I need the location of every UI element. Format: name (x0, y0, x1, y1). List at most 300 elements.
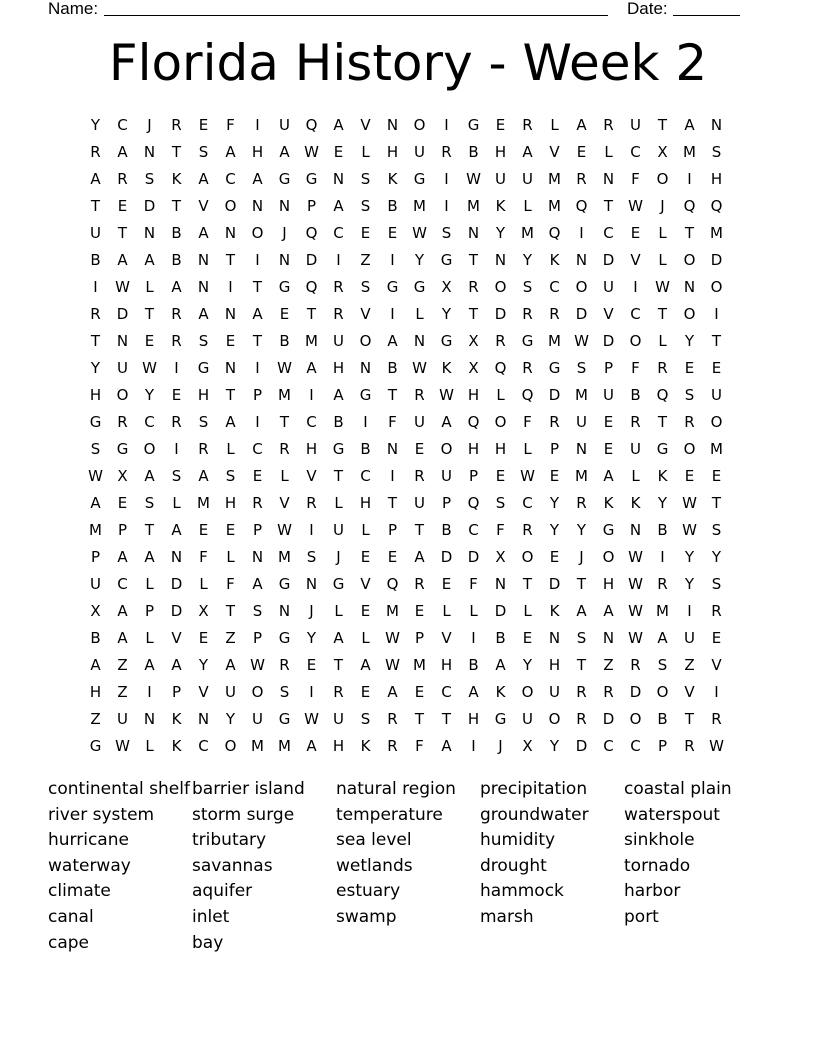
grid-letter: S (90, 439, 101, 458)
grid-letter: T (171, 196, 182, 215)
grid-letter: R (333, 682, 344, 701)
grid-letter: V (360, 115, 371, 134)
grid-letter: F (226, 574, 235, 593)
grid-letter: M (521, 223, 534, 242)
grid-letter: T (90, 331, 101, 350)
grid-letter: R (711, 601, 722, 620)
grid-letter: F (226, 115, 235, 134)
grid-letter: N (251, 196, 264, 215)
word-list-item: swamp (336, 906, 397, 927)
word-list-item: coastal plain (624, 779, 732, 799)
grid-letter: Z (684, 655, 695, 674)
grid-letter: C (144, 412, 155, 431)
grid-letter: C (252, 439, 263, 458)
grid-letter: R (522, 520, 533, 539)
grid-letter: I (390, 304, 395, 323)
grid-letter: A (684, 115, 695, 134)
grid-letter: T (279, 412, 290, 431)
grid-letter: N (413, 331, 426, 350)
grid-letter: G (656, 439, 669, 458)
grid-row (82, 624, 730, 651)
grid-letter: H (467, 709, 480, 728)
grid-letter: R (90, 304, 101, 323)
grid-letter: C (630, 142, 641, 161)
grid-letter: E (603, 439, 614, 458)
grid-letter: U (252, 709, 263, 728)
grid-letter: Q (467, 493, 480, 512)
grid-letter: R (522, 358, 533, 377)
grid-letter: P (387, 520, 398, 539)
grid-letter: S (576, 628, 587, 647)
grid-letter: B (387, 358, 398, 377)
grid-letter: R (279, 655, 290, 674)
grid-letter: G (413, 277, 426, 296)
grid-letter: P (549, 439, 560, 458)
grid-letter: N (143, 223, 156, 242)
grid-letter: V (360, 304, 371, 323)
grid-letter: M (413, 196, 426, 215)
grid-letter: F (415, 736, 424, 755)
grid-letter: P (171, 682, 182, 701)
grid-letter: L (361, 520, 370, 539)
grid-letter: X (522, 736, 533, 755)
date-field[interactable] (673, 15, 740, 16)
grid-letter: M (386, 601, 399, 620)
date-label: Date: (627, 0, 668, 18)
grid-letter: C (468, 520, 479, 539)
grid-letter: A (117, 601, 128, 620)
grid-letter: W (142, 358, 157, 377)
grid-letter: D (602, 709, 615, 728)
grid-letter: B (657, 709, 668, 728)
grid-letter: T (144, 520, 155, 539)
letter-grid (82, 111, 730, 759)
grid-letter: T (468, 304, 479, 323)
grid-letter: A (225, 142, 236, 161)
grid-letter: L (145, 628, 154, 647)
grid-letter: Y (414, 250, 425, 269)
grid-letter: I (255, 358, 260, 377)
grid-letter: I (714, 304, 719, 323)
grid-letter: G (89, 412, 102, 431)
grid-letter: P (414, 628, 425, 647)
grid-letter: R (333, 277, 344, 296)
grid-letter: J (282, 223, 287, 242)
grid-letter: D (440, 547, 453, 566)
grid-row (82, 435, 730, 462)
grid-letter: O (548, 709, 561, 728)
grid-letter: J (660, 196, 665, 215)
grid-letter: N (143, 142, 156, 161)
grid-letter: L (550, 115, 559, 134)
grid-letter: E (117, 196, 128, 215)
grid-letter: A (306, 736, 317, 755)
grid-letter: D (143, 196, 156, 215)
grid-letter: A (333, 385, 344, 404)
grid-letter: W (628, 196, 643, 215)
grid-letter: L (523, 601, 532, 620)
grid-letter: M (89, 520, 102, 539)
grid-letter: G (494, 709, 507, 728)
grid-letter: I (363, 412, 368, 431)
grid-letter: U (333, 331, 344, 350)
grid-letter: Q (683, 196, 696, 215)
word-list-item: savannas (192, 855, 273, 876)
grid-letter: V (360, 574, 371, 593)
grid-letter: E (630, 223, 641, 242)
grid-letter: S (360, 709, 371, 728)
grid-letter: A (657, 628, 668, 647)
grid-letter: L (145, 736, 154, 755)
grid-letter: L (361, 142, 370, 161)
grid-letter: X (441, 277, 452, 296)
grid-letter: A (198, 304, 209, 323)
grid-letter: A (171, 277, 182, 296)
grid-letter: L (226, 547, 235, 566)
grid-row (82, 516, 730, 543)
grid-letter: F (631, 358, 640, 377)
grid-letter: A (576, 115, 587, 134)
grid-letter: O (656, 169, 669, 188)
grid-letter: N (116, 331, 129, 350)
grid-letter: P (603, 358, 614, 377)
grid-letter: A (387, 331, 398, 350)
grid-letter: K (657, 466, 668, 485)
grid-letter: A (279, 142, 290, 161)
grid-letter: G (359, 385, 372, 404)
grid-letter: R (630, 655, 641, 674)
word-list-item: port (624, 906, 659, 927)
grid-letter: B (495, 628, 506, 647)
grid-letter: L (334, 493, 343, 512)
grid-letter: C (603, 736, 614, 755)
grid-letter: E (603, 412, 614, 431)
grid-letter: M (575, 385, 588, 404)
grid-letter: S (171, 466, 182, 485)
name-field[interactable] (104, 15, 608, 16)
grid-letter: V (198, 682, 209, 701)
grid-letter: I (309, 385, 314, 404)
grid-letter: O (521, 682, 534, 701)
grid-letter: N (494, 250, 507, 269)
grid-letter: M (683, 142, 696, 161)
grid-letter: R (576, 682, 587, 701)
grid-letter: W (115, 277, 130, 296)
grid-letter: R (279, 439, 290, 458)
grid-letter: E (171, 385, 182, 404)
grid-row (82, 543, 730, 570)
grid-letter: L (658, 250, 667, 269)
grid-letter: T (711, 331, 722, 350)
grid-letter: I (687, 169, 692, 188)
page-title: Florida History - Week 2 (108, 34, 708, 92)
grid-letter: Y (576, 520, 587, 539)
grid-letter: W (277, 520, 292, 539)
grid-letter: R (414, 385, 425, 404)
grid-letter: P (252, 520, 263, 539)
word-list-item: sea level (336, 830, 412, 851)
grid-letter: R (252, 493, 263, 512)
grid-letter: E (414, 682, 425, 701)
grid-letter: Y (90, 115, 101, 134)
grid-letter: L (658, 223, 667, 242)
grid-row (82, 111, 730, 138)
grid-letter: I (687, 601, 692, 620)
grid-row (82, 273, 730, 300)
grid-letter: I (309, 682, 314, 701)
grid-letter: R (306, 493, 317, 512)
grid-letter: N (467, 223, 480, 242)
grid-letter: J (309, 601, 314, 620)
word-list-item: climate (48, 881, 111, 902)
grid-letter: C (117, 574, 128, 593)
grid-letter: D (602, 331, 615, 350)
grid-letter: U (495, 169, 506, 188)
grid-letter: L (145, 277, 154, 296)
grid-letter: R (522, 304, 533, 323)
grid-letter: N (278, 196, 291, 215)
grid-letter: E (360, 223, 371, 242)
grid-letter: U (684, 628, 695, 647)
grid-letter: W (385, 628, 400, 647)
grid-row (82, 570, 730, 597)
grid-letter: I (714, 682, 719, 701)
grid-letter: R (171, 115, 182, 134)
grid-letter: O (683, 439, 696, 458)
grid-letter: A (306, 358, 317, 377)
grid-letter: A (225, 412, 236, 431)
grid-letter: L (280, 466, 289, 485)
grid-letter: L (469, 601, 478, 620)
grid-letter: N (197, 277, 210, 296)
grid-letter: A (360, 655, 371, 674)
grid-letter: U (549, 682, 560, 701)
grid-letter: R (711, 709, 722, 728)
grid-letter: O (224, 736, 237, 755)
grid-letter: S (576, 358, 587, 377)
grid-letter: U (414, 412, 425, 431)
word-list-item: inlet (192, 906, 230, 927)
grid-letter: E (414, 439, 425, 458)
grid-letter: Z (117, 682, 128, 701)
grid-letter: R (198, 439, 209, 458)
grid-letter: A (603, 601, 614, 620)
grid-letter: R (630, 412, 641, 431)
grid-row (82, 381, 730, 408)
grid-letter: C (603, 223, 614, 242)
grid-letter: S (198, 142, 209, 161)
grid-row (82, 138, 730, 165)
grid-letter: C (549, 277, 560, 296)
grid-letter: W (628, 574, 643, 593)
grid-letter: B (90, 250, 101, 269)
grid-letter: S (360, 277, 371, 296)
grid-letter: S (306, 547, 317, 566)
grid-letter: F (523, 412, 532, 431)
word-list-item: temperature (336, 804, 443, 825)
grid-letter: R (441, 142, 452, 161)
grid-letter: E (360, 601, 371, 620)
grid-letter: R (522, 115, 533, 134)
grid-letter: J (147, 115, 152, 134)
grid-letter: H (440, 655, 453, 674)
grid-letter: T (603, 196, 614, 215)
grid-letter: G (278, 628, 291, 647)
grid-letter: E (117, 493, 128, 512)
grid-letter: A (171, 655, 182, 674)
grid-letter: E (279, 304, 290, 323)
grid-letter: Y (144, 385, 155, 404)
grid-letter: R (468, 277, 479, 296)
grid-letter: H (548, 655, 561, 674)
grid-letter: D (170, 574, 183, 593)
grid-letter: N (683, 277, 696, 296)
grid-letter: E (387, 223, 398, 242)
grid-letter: I (255, 250, 260, 269)
grid-letter: N (575, 439, 588, 458)
grid-letter: Y (549, 736, 560, 755)
grid-letter: R (495, 331, 506, 350)
word-list-item: estuary (336, 881, 401, 902)
grid-letter: O (683, 304, 696, 323)
grid-letter: O (656, 682, 669, 701)
grid-letter: D (467, 547, 480, 566)
word-list (48, 777, 768, 956)
word-list-item: hammock (480, 881, 564, 902)
grid-letter: G (278, 277, 291, 296)
grid-letter: S (495, 493, 506, 512)
grid-letter: O (224, 196, 237, 215)
grid-letter: T (252, 277, 263, 296)
grid-letter: G (278, 169, 291, 188)
grid-letter: U (711, 385, 722, 404)
grid-letter: R (684, 412, 695, 431)
grid-letter: T (414, 709, 425, 728)
grid-letter: X (90, 601, 101, 620)
grid-letter: Z (360, 250, 371, 269)
grid-letter: W (304, 709, 319, 728)
grid-letter: E (549, 547, 560, 566)
grid-letter: Q (521, 385, 534, 404)
grid-letter: R (414, 466, 425, 485)
grid-letter: A (117, 250, 128, 269)
grid-letter: M (467, 196, 480, 215)
grid-letter: B (171, 223, 182, 242)
grid-letter: K (549, 250, 560, 269)
grid-letter: R (333, 304, 344, 323)
grid-letter: U (90, 574, 101, 593)
grid-letter: D (494, 304, 507, 323)
grid-letter: I (471, 628, 476, 647)
grid-letter: N (602, 169, 615, 188)
grid-letter: V (630, 250, 641, 269)
grid-letter: T (225, 385, 236, 404)
word-list-item: canal (48, 906, 94, 927)
grid-letter: O (251, 682, 264, 701)
grid-letter: S (144, 169, 155, 188)
grid-letter: H (710, 169, 723, 188)
grid-letter: T (306, 304, 317, 323)
grid-letter: D (629, 682, 642, 701)
grid-letter: W (655, 277, 670, 296)
grid-letter: Y (522, 655, 533, 674)
grid-letter: D (575, 736, 588, 755)
grid-letter: B (333, 412, 344, 431)
grid-letter: W (115, 736, 130, 755)
grid-letter: K (441, 358, 452, 377)
grid-letter: N (224, 358, 237, 377)
grid-letter: B (441, 520, 452, 539)
grid-letter: O (494, 412, 507, 431)
word-list-item: barrier island (192, 779, 305, 799)
grid-letter: B (171, 250, 182, 269)
grid-letter: C (441, 682, 452, 701)
grid-letter: U (603, 385, 614, 404)
grid-letter: C (117, 115, 128, 134)
word-list-item: wetlands (336, 855, 413, 876)
grid-letter: E (684, 466, 695, 485)
grid-letter: E (522, 628, 533, 647)
grid-letter: O (710, 412, 723, 431)
grid-letter: R (603, 115, 614, 134)
grid-letter: H (359, 493, 372, 512)
grid-letter: K (495, 196, 506, 215)
grid-letter: T (684, 709, 695, 728)
grid-letter: X (657, 142, 668, 161)
grid-letter: Y (90, 358, 101, 377)
grid-letter: N (224, 223, 237, 242)
grid-letter: Y (684, 331, 695, 350)
grid-letter: X (495, 547, 506, 566)
grid-letter: P (117, 520, 128, 539)
grid-letter: L (523, 196, 532, 215)
word-list-item: river system (48, 804, 155, 825)
grid-letter: D (602, 250, 615, 269)
grid-letter: L (442, 601, 451, 620)
grid-letter: S (711, 520, 722, 539)
grid-letter: R (576, 709, 587, 728)
grid-letter: B (387, 196, 398, 215)
grid-letter: G (89, 736, 102, 755)
grid-letter: G (197, 358, 210, 377)
grid-letter: F (631, 169, 640, 188)
grid-letter: T (657, 304, 668, 323)
grid-letter: T (252, 331, 263, 350)
grid-letter: K (630, 493, 641, 512)
grid-letter: L (496, 385, 505, 404)
grid-letter: O (575, 277, 588, 296)
grid-letter: T (90, 196, 101, 215)
grid-letter: W (520, 466, 535, 485)
grid-letter: U (225, 682, 236, 701)
grid-letter: V (306, 466, 317, 485)
grid-letter: A (117, 142, 128, 161)
grid-letter: T (333, 466, 344, 485)
grid-letter: O (440, 439, 453, 458)
grid-letter: T (225, 250, 236, 269)
grid-letter: O (143, 439, 156, 458)
grid-letter: I (444, 196, 449, 215)
grid-letter: E (495, 115, 506, 134)
grid-letter: B (468, 142, 479, 161)
grid-letter: O (251, 223, 264, 242)
grid-letter: H (224, 493, 237, 512)
grid-letter: A (495, 655, 506, 674)
grid-letter: S (252, 601, 263, 620)
grid-letter: U (522, 709, 533, 728)
grid-letter: A (522, 142, 533, 161)
grid-letter: P (252, 628, 263, 647)
